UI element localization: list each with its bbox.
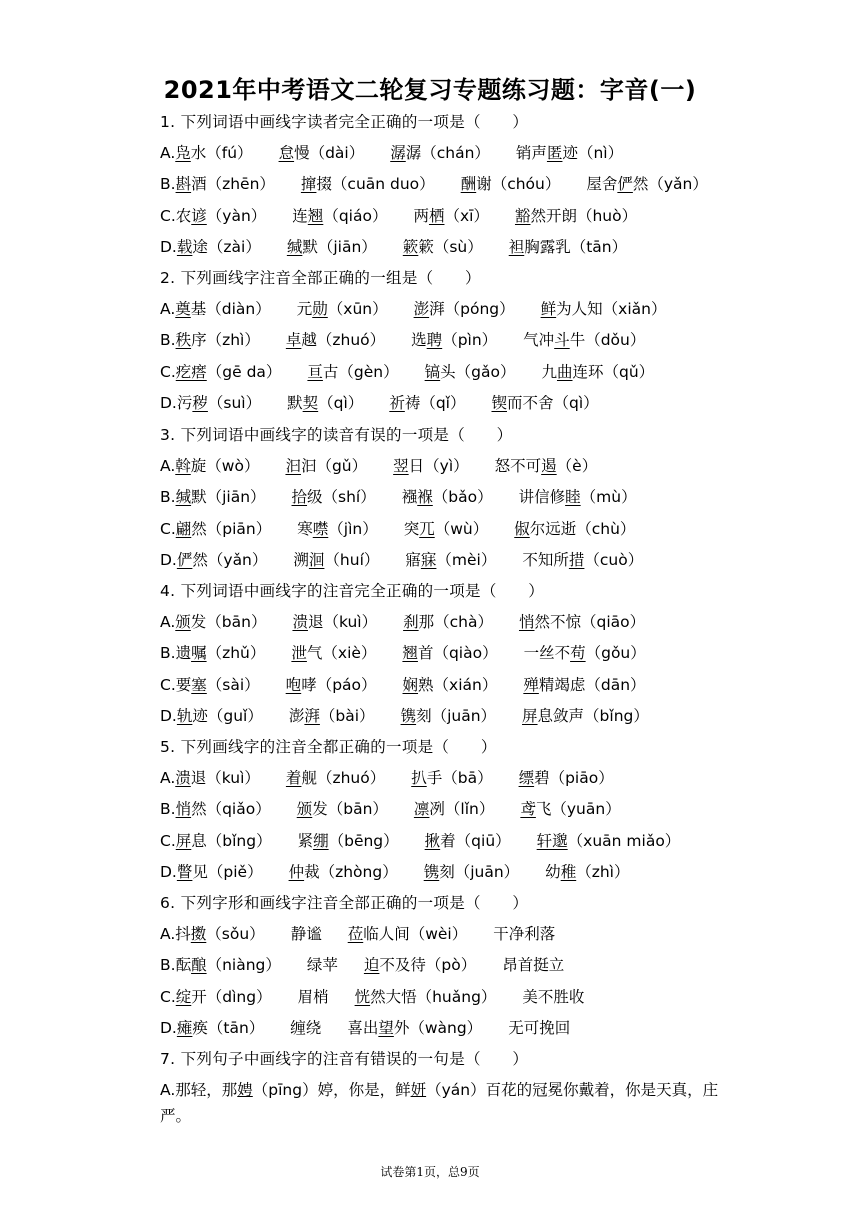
option-item: 绽开（dìng） — [175, 987, 272, 1006]
underlined-char: 屏 — [175, 831, 192, 850]
option-item: 殚精竭虑（dān） — [523, 675, 646, 694]
option-item: 载途（zài） — [176, 237, 261, 256]
option-item: 卓越（zhuó） — [285, 331, 386, 350]
option-item: 奠基（diàn） — [175, 300, 271, 319]
option-label: D. — [160, 393, 177, 412]
option-label: C. — [160, 362, 176, 381]
underlined-char: 措 — [568, 550, 585, 569]
option-label: C. — [160, 831, 176, 850]
option-row — [160, 923, 730, 945]
question-stem: 2. 下列画线字注音全部正确的一组是（ ） — [160, 269, 481, 287]
underlined-char: 绷 — [313, 831, 329, 850]
option-item: 锲而不舍（qì） — [491, 393, 599, 412]
underlined-char: 颁 — [175, 613, 191, 632]
option-item: 屏息（bǐng） — [175, 831, 272, 850]
underlined-char: 怠 — [278, 144, 295, 163]
underlined-char: 莅 — [347, 925, 364, 944]
option-item: 澎湃（póng） — [413, 300, 515, 319]
underlined-char: 汩 — [285, 457, 301, 476]
option-item: 疙瘩（gē da） — [175, 362, 282, 381]
option-item: 潺潺（chán） — [390, 144, 490, 163]
option-item: 着舰（zhuó） — [285, 769, 386, 788]
option-row — [160, 142, 730, 164]
option-item: 气冲斗牛（dǒu） — [523, 331, 646, 350]
option-label: C. — [160, 987, 176, 1006]
option-label: D. — [160, 706, 177, 725]
page-footer: 试卷第1页，总9页 — [380, 1165, 480, 1179]
underlined-char: 苟 — [570, 644, 586, 663]
underlined-char: 契 — [302, 393, 319, 412]
option-label: B. — [160, 175, 176, 194]
underlined-char: 翘 — [307, 206, 324, 225]
underlined-char: 溃 — [292, 613, 308, 632]
option-row — [160, 767, 730, 789]
option-item: 祈祷（qǐ） — [389, 393, 466, 412]
underlined-char: 栖 — [428, 206, 445, 225]
option-item: 销声匿迹（nì） — [515, 144, 624, 163]
underlined-char: 睦 — [565, 488, 581, 507]
option-item: 袒胸露乳（tān） — [508, 237, 628, 256]
option-item: 瘫痪（tān） — [176, 1018, 265, 1037]
option-item: 悄然（qiǎo） — [175, 800, 271, 819]
underlined-char: 洄 — [308, 550, 325, 569]
option-item: 抖擞（sǒu） — [175, 925, 265, 944]
underlined-char: 恍 — [354, 987, 371, 1006]
option-item: 镌刻（juān） — [400, 706, 497, 725]
option-row — [160, 298, 730, 320]
option-row — [160, 861, 730, 883]
underlined-char: 酿 — [191, 956, 207, 975]
question-stem: 3. 下列词语中画线字的读音有误的一项是（ ） — [160, 426, 513, 444]
option-item: 俶尔远逝（chù） — [514, 519, 636, 538]
underlined-char: 仲 — [288, 862, 305, 881]
option-item: 昂首挺立 — [502, 956, 565, 975]
underlined-char: 镐 — [424, 362, 441, 381]
option-label: D. — [160, 1018, 177, 1037]
underlined-char: 嘱 — [191, 644, 207, 663]
underlined-char: 屏 — [522, 706, 538, 725]
option-item: 迫不及待（pò） — [363, 956, 477, 975]
option-item: 无可挽回 — [508, 1018, 571, 1037]
question-stem: 6. 下列字形和画线字注音全部正确的一项是（ ） — [160, 894, 529, 912]
option-item: 喜出望外（wàng） — [347, 1018, 483, 1037]
option-item: 颁发（bān） — [296, 800, 388, 819]
option-label: D. — [160, 862, 177, 881]
option-item: 溃退（kuì） — [292, 613, 378, 632]
underlined-char: 轨 — [176, 706, 193, 725]
option-item: 九曲连环（qǔ） — [541, 362, 655, 381]
underlined-char: 斟 — [175, 175, 192, 194]
underlined-char: 卓 — [285, 331, 302, 350]
underlined-char: 寐 — [420, 550, 437, 569]
underlined-char: 匿 — [546, 144, 563, 163]
option-row — [160, 455, 730, 477]
underlined-char: 俨 — [176, 550, 193, 569]
option-item: 镌刻（juān） — [423, 862, 520, 881]
option-item: 鲜为人知（xiǎn） — [540, 300, 667, 319]
underlined-char: 翌 — [393, 457, 409, 476]
underlined-char: 悄 — [518, 613, 535, 632]
option-item: 缠绕 — [290, 1018, 322, 1037]
option-row — [160, 954, 730, 976]
underlined-char: 湃 — [304, 706, 320, 725]
option-row — [160, 486, 730, 508]
underlined-char: 缄 — [175, 488, 192, 507]
option-item: 缄默（jiān） — [175, 488, 266, 507]
option-row — [160, 392, 730, 414]
option-item: 颁发（bān） — [175, 613, 267, 632]
option-item: 豁然开朗（huò） — [514, 206, 638, 225]
option-label: A. — [160, 300, 176, 319]
option-item: 绿苹 — [306, 956, 338, 975]
underlined-char: 潺 — [390, 144, 406, 163]
underlined-char: 娉 — [237, 1081, 253, 1100]
option-item: 不知所措（cuò） — [522, 550, 644, 569]
underlined-char: 擞 — [190, 925, 207, 944]
option-item: 撺掇（cuān duo） — [300, 175, 435, 194]
option-item: 幼稚（zhì） — [545, 862, 630, 881]
underlined-char: 聘 — [426, 331, 443, 350]
question-stem: 5. 下列画线字的注音全都正确的一项是（ ） — [160, 738, 497, 756]
option-item: 亘古（gèn） — [307, 362, 399, 381]
underlined-char: 拾 — [291, 488, 308, 507]
option-item: 汩汩（gǔ） — [285, 457, 368, 476]
option-item: 簌簌（sù） — [402, 237, 483, 256]
underlined-char: 缥 — [518, 769, 535, 788]
option-label: A. — [160, 613, 176, 632]
option-label: B. — [160, 331, 176, 350]
underlined-char: 鸢 — [520, 800, 536, 819]
underlined-char: 轩邈 — [536, 831, 568, 850]
option-item: 襁褓（bǎo） — [401, 488, 493, 507]
option-item: 遗嘱（zhǔ） — [175, 644, 266, 663]
option-row — [160, 205, 730, 227]
option-label: A. — [160, 457, 176, 476]
option-label: B. — [160, 644, 176, 663]
option-label: C. — [160, 675, 176, 694]
option-sentence: A.那轻，那娉（pīng）婷，你是，鲜妍（yán）百花的冠冕你戴着，你是天真，庄严。 — [160, 1081, 719, 1126]
option-item: 连翘（qiáo） — [292, 206, 388, 225]
option-item: 紧绷（bēng） — [297, 831, 399, 850]
underlined-char: 豁 — [514, 206, 531, 225]
underlined-char: 酬 — [460, 175, 477, 194]
option-item: 镐头（gǎo） — [424, 362, 516, 381]
underlined-char: 瞥 — [176, 862, 193, 881]
option-item: 翩然（piān） — [175, 519, 272, 538]
option-item: 仲裁（zhòng） — [288, 862, 398, 881]
option-item: 斡旋（wò） — [175, 457, 260, 476]
option-label: A. — [160, 925, 176, 944]
page-title: 2021年中考语文二轮复习专题练习题：字音(一) — [163, 76, 697, 104]
option-item: 眉梢 — [297, 987, 329, 1006]
underlined-char: 殚 — [523, 675, 539, 694]
option-item: 元勋（xūn） — [296, 300, 388, 319]
option-item: 溃退（kuì） — [175, 769, 260, 788]
underlined-char: 望 — [378, 1018, 394, 1037]
underlined-char: 翩 — [175, 519, 192, 538]
underlined-char: 迫 — [363, 956, 380, 975]
option-item: 泄气（xiè） — [291, 644, 377, 663]
option-item: 斟酒（zhēn） — [175, 175, 275, 194]
option-item: 翌日（yì） — [393, 457, 469, 476]
underlined-char: 着 — [285, 769, 302, 788]
option-row — [160, 830, 730, 852]
underlined-char: 谚 — [191, 206, 207, 225]
underlined-char: 澎 — [413, 300, 430, 319]
option-row — [160, 705, 730, 727]
underlined-char: 缄 — [286, 237, 303, 256]
option-item: 恍然大悟（huǎng） — [354, 987, 497, 1006]
underlined-char: 镌 — [423, 862, 440, 881]
option-item: 娴熟（xián） — [402, 675, 498, 694]
underlined-char: 袒 — [508, 237, 525, 256]
option-item: 拾级（shí） — [291, 488, 376, 507]
underlined-char: 绽 — [175, 987, 192, 1006]
option-item: 静谧 — [290, 925, 322, 944]
underlined-char: 斡 — [175, 457, 191, 476]
option-item: 干净利落 — [493, 925, 556, 944]
underlined-char: 咆 — [285, 675, 302, 694]
underlined-char: 翘 — [402, 644, 418, 663]
underlined-char: 溃 — [175, 769, 191, 788]
option-row — [160, 549, 730, 571]
option-item: 轩邈（xuān miǎo） — [536, 831, 681, 850]
underlined-char: 塞 — [191, 675, 207, 694]
underlined-char: 褓 — [417, 488, 433, 507]
underlined-char: 扒 — [411, 769, 427, 788]
option-item: 缄默（jiān） — [286, 237, 377, 256]
option-item: 瞥见（piě） — [176, 862, 263, 881]
option-item: 酬谢（chóu） — [460, 175, 561, 194]
option-item: 怠慢（dài） — [278, 144, 365, 163]
option-row — [160, 986, 730, 1008]
underlined-char: 揪 — [424, 831, 441, 850]
option-row — [160, 329, 730, 351]
option-item: 缥碧（piāo） — [518, 769, 614, 788]
option-label: B. — [160, 956, 176, 975]
option-row — [160, 518, 730, 540]
underlined-char: 鲜 — [540, 300, 557, 319]
option-item: 刹那（chà） — [403, 613, 493, 632]
option-item: 揪着（qiū） — [424, 831, 511, 850]
underlined-char: 奠 — [175, 300, 191, 319]
underlined-char: 秩 — [175, 331, 192, 350]
option-item: 轨迹（guǐ） — [176, 706, 263, 725]
option-item: 选聘（pìn） — [411, 331, 498, 350]
underlined-char: 悄 — [175, 800, 192, 819]
option-item: 讲信修睦（mù） — [518, 488, 637, 507]
underlined-char: 斗 — [554, 331, 570, 350]
option-item: 凛冽（lǐn） — [413, 800, 495, 819]
option-item: 鸢飞（yuān） — [520, 800, 621, 819]
option-label: B. — [160, 800, 176, 819]
option-row — [160, 236, 730, 258]
underlined-char: 娴 — [402, 675, 419, 694]
option-item: 寒噤（jìn） — [297, 519, 378, 538]
option-item: 寤寐（mèi） — [405, 550, 497, 569]
option-item: 污秽（suì） — [176, 393, 262, 412]
underlined-char: 遏 — [541, 457, 557, 476]
underlined-char: 泄 — [291, 644, 307, 663]
underlined-char: 俶 — [514, 519, 530, 538]
underlined-char: 颁 — [296, 800, 313, 819]
option-item: 扒手（bā） — [411, 769, 493, 788]
question-stem: 7. 下列句子中画线字的注音有错误的一句是（ ） — [160, 1050, 529, 1068]
underlined-char: 秽 — [192, 393, 208, 412]
question-stem: 1. 下列词语中画线字读者完全正确的一项是（ ） — [160, 113, 529, 131]
option-item: 咆哮（páo） — [285, 675, 377, 694]
underlined-char: 曲 — [556, 362, 573, 381]
underlined-char: 兀 — [419, 519, 435, 538]
option-item: 农谚（yàn） — [175, 206, 267, 225]
option-item: 美不胜收 — [522, 987, 585, 1006]
option-row — [160, 674, 730, 696]
underlined-char: 镌 — [400, 706, 417, 725]
underlined-char: 载 — [176, 237, 193, 256]
underlined-char: 锲 — [491, 393, 507, 412]
option-item: 默契（qì） — [287, 393, 364, 412]
underlined-char: 凫 — [175, 144, 191, 163]
option-label: D. — [160, 237, 177, 256]
option-item: 俨然（yǎn） — [176, 550, 268, 569]
underlined-char: 勋 — [312, 300, 328, 319]
option-label: A. — [160, 144, 176, 163]
option-row — [160, 1017, 730, 1039]
option-row — [160, 361, 730, 383]
underlined-char: 刹 — [403, 613, 419, 632]
question-stem: 4. 下列词语中画线字的注音完全正确的一项是（ ） — [160, 582, 545, 600]
underlined-char: 簌 — [402, 237, 419, 256]
option-item: 凫水（fú） — [175, 144, 253, 163]
option-item: 屋舍俨然（yǎn） — [586, 175, 708, 194]
option-item: 要塞（sài） — [175, 675, 260, 694]
underlined-char: 噤 — [312, 519, 329, 538]
option-item: 酝酿（niàng） — [175, 956, 281, 975]
option-item: 澎湃（bài） — [288, 706, 375, 725]
option-item: 两栖（xī） — [413, 206, 489, 225]
option-label: A. — [160, 769, 176, 788]
option-item: 翘首（qiào） — [402, 644, 498, 663]
option-item: 屏息敛声（bǐng） — [522, 706, 649, 725]
option-item: 怒不可遏（è） — [494, 457, 598, 476]
option-label: C. — [160, 519, 176, 538]
underlined-char: 妍 — [410, 1081, 427, 1100]
option-label: B. — [160, 488, 176, 507]
option-item: 突兀（wù） — [403, 519, 489, 538]
underlined-char: 稚 — [560, 862, 577, 881]
option-row — [160, 611, 730, 633]
underlined-char: 疙瘩 — [175, 362, 207, 381]
underlined-char: 瘫 — [176, 1018, 193, 1037]
option-row — [160, 798, 730, 820]
option-item: 悄然不惊（qiāo） — [518, 613, 646, 632]
option-item: 莅临人间（wèi） — [347, 925, 468, 944]
option-item: 溯洄（huí） — [293, 550, 380, 569]
underlined-char: 撺 — [300, 175, 317, 194]
underlined-char: 凛 — [413, 800, 430, 819]
option-row — [160, 173, 730, 195]
option-row — [160, 642, 730, 664]
option-item: 一丝不苟（gǒu） — [523, 644, 646, 663]
underlined-char: 亘 — [307, 362, 323, 381]
option-label: C. — [160, 206, 176, 225]
underlined-char: 祈 — [389, 393, 405, 412]
option-item: 秩序（zhì） — [175, 331, 260, 350]
option-label: D. — [160, 550, 177, 569]
underlined-char: 俨 — [617, 175, 633, 194]
